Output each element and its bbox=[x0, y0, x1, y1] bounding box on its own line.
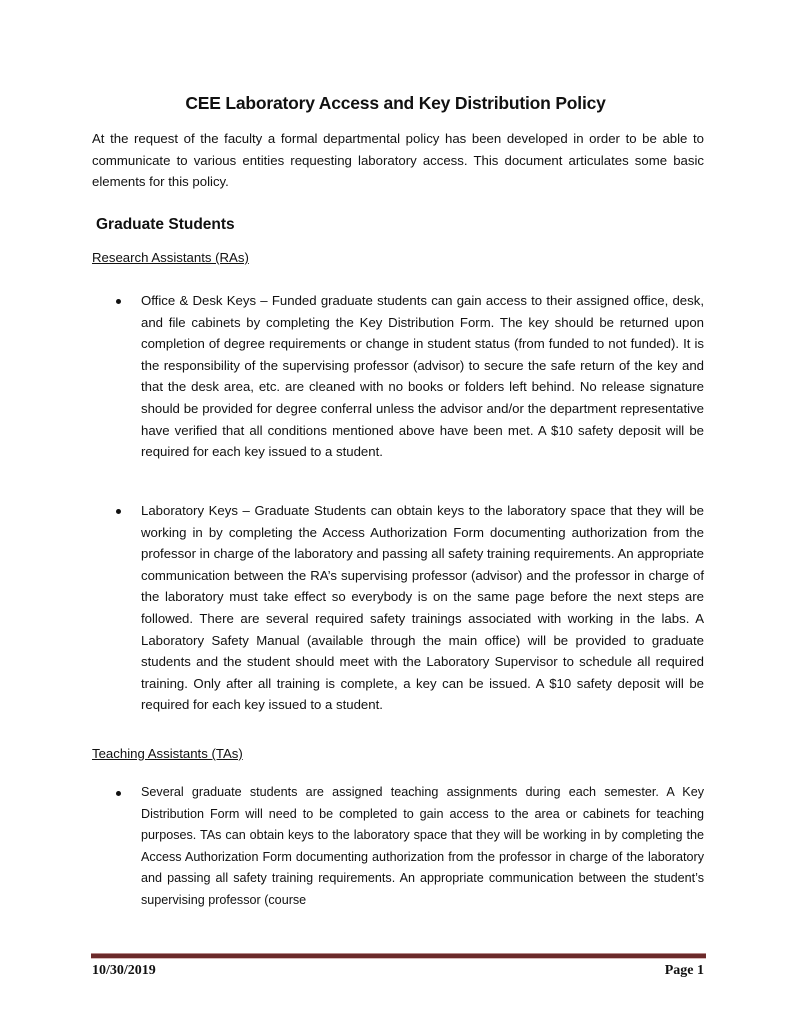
footer-date: 10/30/2019 bbox=[92, 963, 156, 978]
footer-page-number: Page 1 bbox=[664, 963, 704, 978]
list-item-text: Office & Desk Keys – Funded graduate students can gain access to their assigned office, desk, and file cabinets by completing the Key Distribution Form. The key should be returned upon completion of degree requirements or change in student status (from funded to not funded). It is the responsibility of the supervising professor (advisor) to secure the safe return of the key and that the desk area, etc. are cleaned with no books or folders left behind. No release signature should be provided for degree conferral unless the advisor and/or the department representative have verified that all conditions mentioned above have been met. A $10 safety deposit will be required for each key issued to a student. bbox=[141, 293, 704, 460]
bullet-icon bbox=[116, 299, 121, 304]
subsection-heading-research-assistants: Research Assistants (RAs) bbox=[92, 250, 249, 265]
list-item-text: Laboratory Keys – Graduate Students can obtain keys to the laboratory space that they will be working in by completing the Access Authorization Form documenting authorization from the professor in charge of the laboratory and passing all safety training requirements. An appropriate communication between the RA’s supervising professor (advisor) and the professor in charge of the laboratory must take effect so everybody is on the same page before the next steps are followed. There are several required safety trainings associated with working in the labs. A Laboratory Safety Manual (available through the main office) will be provided to graduate students and the student should meet with the Laboratory Supervisor to schedule all required training. Only after all training is complete, a key can be issued. A $10 safety deposit will be required for each key issued to a student. bbox=[141, 503, 704, 713]
bullet-icon bbox=[116, 791, 121, 796]
list-item-text: Several graduate students are assigned teaching assignments during each semester. A Key Distribution Form will need to be completed to gain access to the area or cabinets for teaching purposes. TAs can obtain keys to the laboratory space that they will be working in by completing the Access Authorization Form documenting authorization from the professor in charge of the laboratory and passing all safety training requirements. An appropriate communication between the student’s supervising professor (course bbox=[141, 785, 704, 907]
subsection-heading-teaching-assistants: Teaching Assistants (TAs) bbox=[92, 746, 243, 761]
footer-divider bbox=[91, 953, 706, 959]
bullet-icon bbox=[116, 509, 121, 514]
document-title: CEE Laboratory Access and Key Distribution Policy bbox=[185, 93, 606, 113]
intro-paragraph: At the request of the faculty a formal departmental policy has been developed in order to be able to communicate to various entities requesting laboratory access. This document articulates some basic elements for this policy. bbox=[92, 131, 704, 190]
section-heading-graduate-students: Graduate Students bbox=[96, 216, 235, 233]
